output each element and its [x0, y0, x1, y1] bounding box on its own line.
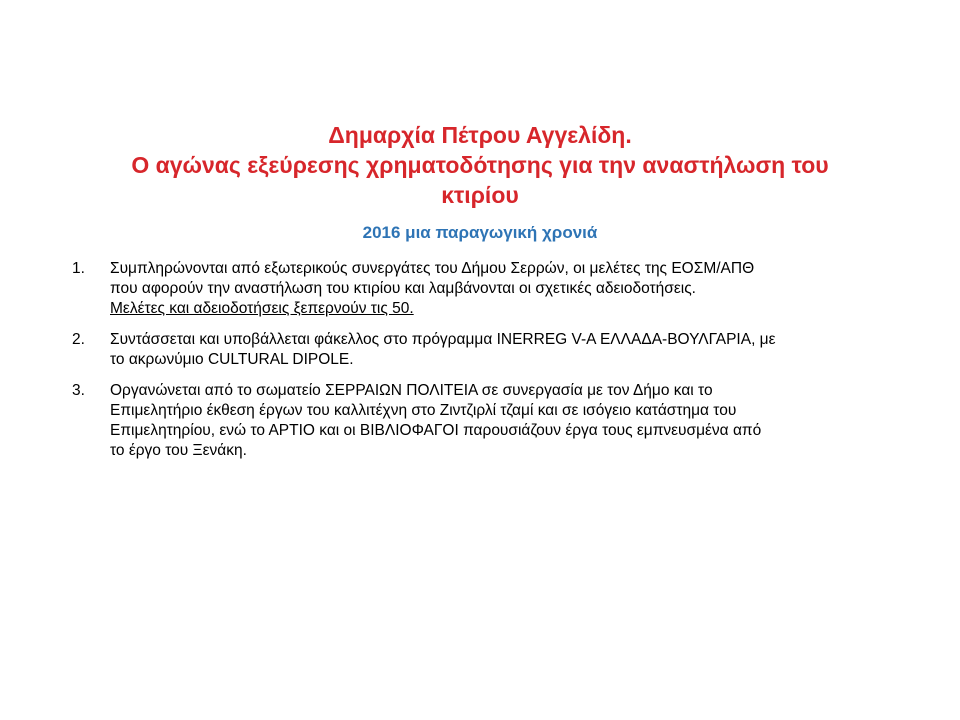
list-item-underlined-line: Μελέτες και αδειοδοτήσεις ξεπερνούν τις 50. — [110, 300, 414, 317]
list-item-line: Επιμελητήριο έκθεση έργων του καλλιτέχνη στο Ζιντζιρλί τζαμί και σε ισόγειο κατάστημα του — [110, 402, 737, 419]
numbered-list — [72, 259, 912, 472]
title-line: Ο αγώνας εξεύρεσης χρηματοδότησης για την αναστήλωση του — [131, 152, 829, 178]
slide-subtitle: 2016 μια παραγωγική χρονιά — [362, 223, 598, 242]
list-item-number: 3. — [72, 382, 85, 399]
list-item — [72, 381, 912, 461]
list-item-line: που αφορούν την αναστήλωση του κτιρίου και λαμβάνονται οι σχετικές αδειοδοτήσεις. — [110, 280, 696, 297]
list-item-number: 2. — [72, 331, 85, 348]
list-item-line: το ακρωνύμιο CULTURAL DIPOLE. — [110, 351, 354, 368]
title-line: κτιρίου — [441, 182, 519, 208]
list-item-line: το έργο του Ξενάκη. — [110, 442, 247, 459]
list-item-line: Συμπληρώνονται από εξωτερικούς συνεργάτες του Δήμου Σερρών, οι μελέτες της ΕΟΣΜ/ΑΠΘ — [110, 260, 755, 277]
list-item-number: 1. — [72, 260, 85, 277]
list-item — [72, 259, 912, 319]
list-item — [72, 330, 912, 370]
list-item-line: Οργανώνεται από το σωματείο ΣΕΡΡΑΙΩΝ ΠΟΛΙΤΕΙΑ σε συνεργασία με τον Δήμο και το — [110, 382, 713, 399]
title-line: Δημαρχία Πέτρου Αγγελίδη. — [328, 122, 632, 148]
slide-title — [60, 120, 900, 210]
list-item-line: Επιμελητηρίου, ενώ το ΑΡΤΙΟ και οι ΒΙΒΛΙΟΦΑΓΟΙ παρουσιάζουν έργα τους εμπνευσμένα από — [110, 422, 762, 439]
list-item-line: Συντάσσεται και υποβάλλεται φάκελλος στο πρόγραμμα INERREG V-A ΕΛΛΑΔΑ-ΒΟΥΛΓΑΡΙΑ, με — [110, 331, 776, 348]
